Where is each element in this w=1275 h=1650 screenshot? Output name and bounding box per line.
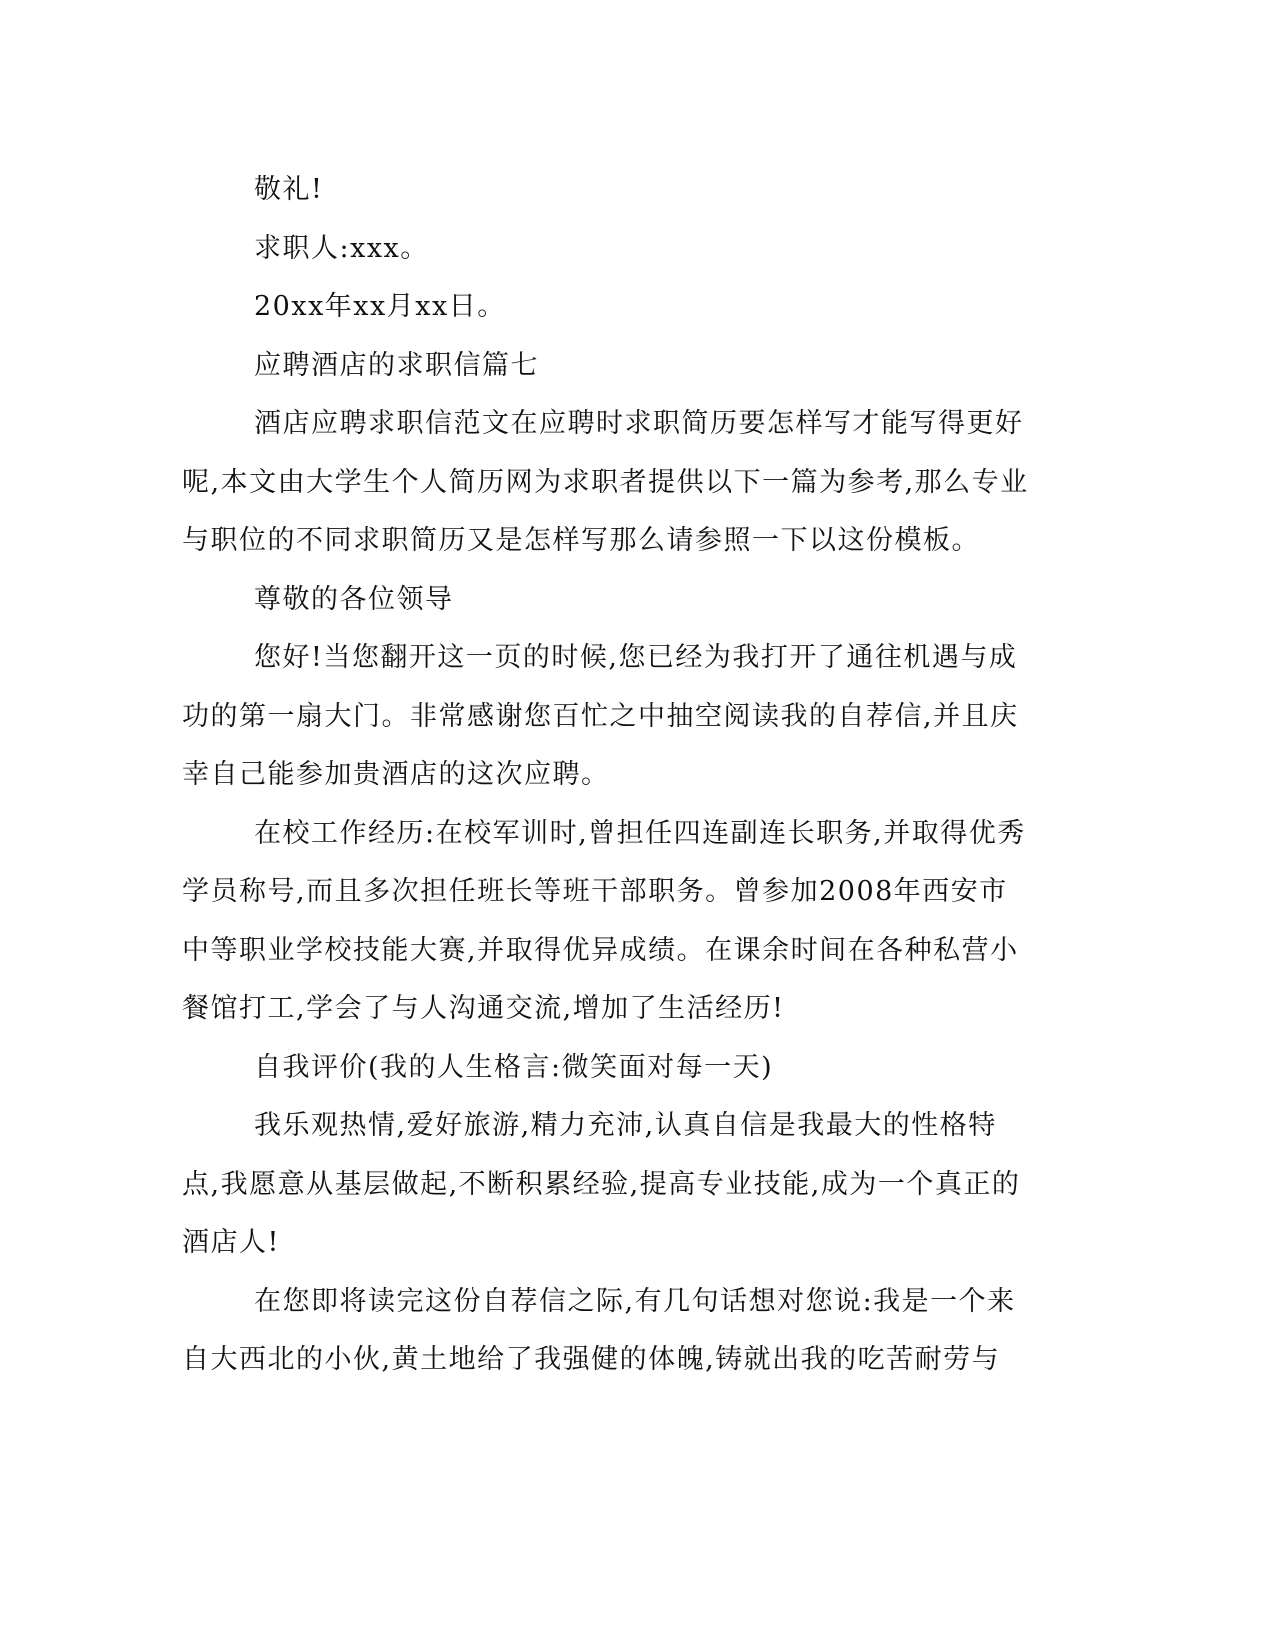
applicant-signature: 求职人:xxx。 [254, 232, 429, 264]
intro-paragraph: 酒店应聘求职信范文在应聘时求职简历要怎样写才能写得更好呢,本文由大学生个人简历网为求职者提供以下一篇为参考,那么专业与职位的不同求职简历又是怎样写那么请参照一下以这份模板。 [182, 408, 1029, 556]
letter-date: 20xx年xx月xx日。 [254, 291, 506, 322]
self-evaluation-paragraph: 我乐观热情,爱好旅游,精力充沛,认真自信是我最大的性格特点,我愿意从基层做起,不断积累经验,提高专业技能,成为一个真正的酒店人! [182, 1110, 1021, 1258]
greeting-line: 尊敬的各位领导 [254, 583, 454, 615]
document-body [182, 161, 1030, 1390]
self-evaluation-heading: 自我评价(我的人生格言:微笑面对每一天) [254, 1051, 774, 1083]
section-heading: 应聘酒店的求职信篇七 [254, 349, 539, 381]
closing-salutation: 敬礼! [254, 174, 324, 205]
closing-paragraph: 在您即将读完这份自荐信之际,有几句话想对您说:我是一个来自大西北的小伙,黄土地给了我强健的体魄,铸就出我的吃苦耐劳与 [182, 1285, 1016, 1375]
school-experience-paragraph: 在校工作经历:在校军训时,曾担任四连副连长职务,并取得优秀学员称号,而且多次担任班长等班干部职务。曾参加2008年西安市中等职业学校技能大赛,并取得优异成绩。在课余时间在各种私营小餐馆打工,学会了与人沟通交流,增加了生活经历! [182, 817, 1026, 1024]
opening-paragraph: 您好!当您翻开这一页的时候,您已经为我打开了通往机遇与成功的第一扇大门。非常感谢您百忙之中抽空阅读我的自荐信,并且庆幸自己能参加贵酒店的这次应聘。 [182, 642, 1019, 790]
